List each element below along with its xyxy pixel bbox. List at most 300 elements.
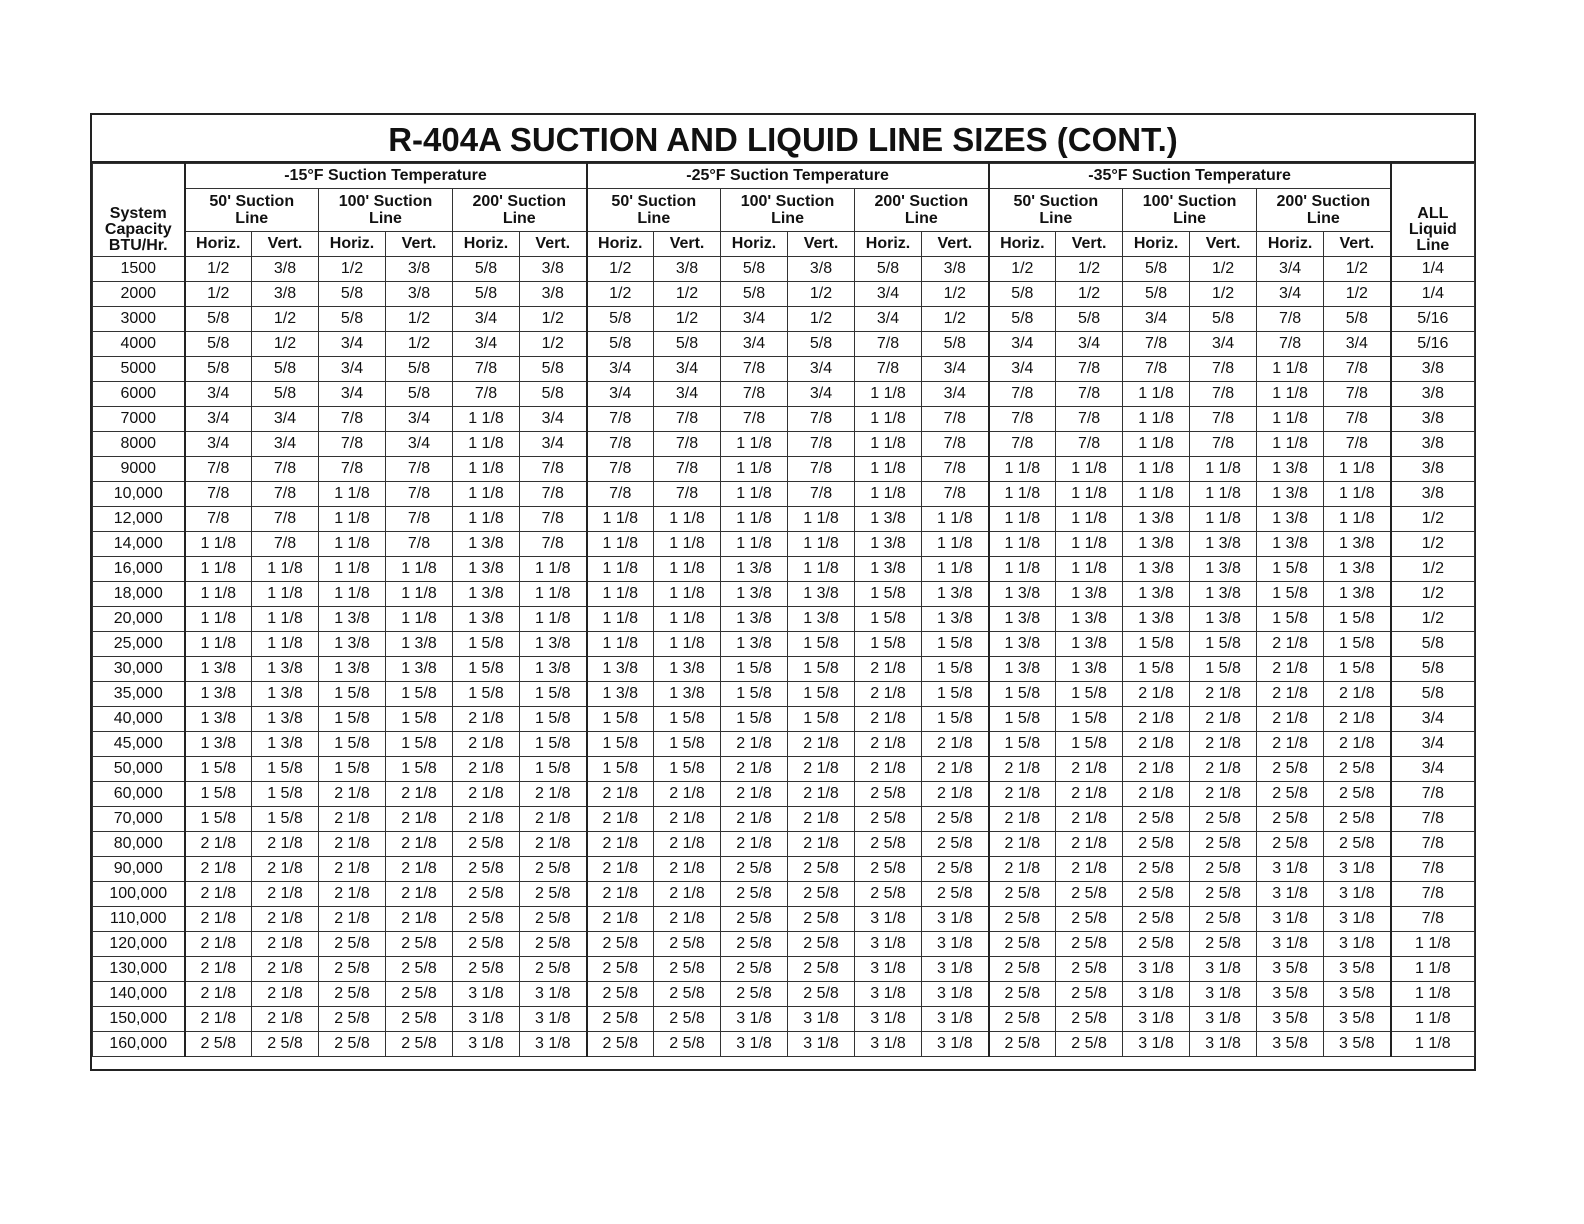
line-size-cell: 1 1/8: [1190, 457, 1257, 482]
liquid-line-cell: 3/4: [1391, 732, 1475, 757]
line-size-cell: 2 5/8: [922, 857, 989, 882]
line-size-cell: 3 1/8: [855, 907, 922, 932]
line-size-cell: 5/8: [1123, 282, 1190, 307]
temperature-group-header: -35°F Suction Temperature: [989, 164, 1391, 189]
line-size-cell: 3 1/8: [922, 1032, 989, 1057]
line-size-cell: 1 1/8: [788, 557, 855, 582]
line-size-cell: 1 1/8: [1190, 507, 1257, 532]
table-row: [93, 607, 1475, 632]
line-size-cell: 2 1/8: [252, 957, 319, 982]
line-size-cell: 3/4: [185, 432, 252, 457]
line-size-table: [92, 163, 1475, 1057]
line-size-cell: 2 1/8: [922, 757, 989, 782]
line-size-cell: 2 1/8: [855, 707, 922, 732]
line-size-cell: 1 3/8: [386, 632, 453, 657]
line-size-cell: 1/2: [1324, 282, 1391, 307]
line-size-cell: 2 1/8: [1190, 757, 1257, 782]
line-size-cell: 1 1/8: [855, 457, 922, 482]
line-size-cell: 3/4: [1324, 332, 1391, 357]
line-size-cell: 1 1/8: [185, 582, 252, 607]
capacity-cell: 130,000: [93, 957, 185, 982]
suction-line-length-header: 100' Suction Line: [1123, 189, 1257, 232]
line-size-cell: 1 3/8: [721, 632, 788, 657]
line-size-cell: 5/8: [654, 332, 721, 357]
line-size-cell: 1 3/8: [1056, 657, 1123, 682]
line-size-cell: 3/4: [386, 407, 453, 432]
line-size-cell: 1 3/8: [185, 732, 252, 757]
line-size-cell: 3/4: [922, 382, 989, 407]
horiz-header: Horiz.: [989, 232, 1056, 257]
line-size-cell: 1 1/8: [1190, 482, 1257, 507]
line-size-cell: 3 1/8: [922, 907, 989, 932]
line-size-cell: 1 1/8: [1056, 507, 1123, 532]
line-size-cell: 3 1/8: [1190, 957, 1257, 982]
capacity-cell: 6000: [93, 382, 185, 407]
line-size-cell: 2 1/8: [1123, 707, 1190, 732]
line-size-cell: 1 5/8: [453, 657, 520, 682]
line-size-cell: 3 1/8: [855, 957, 922, 982]
line-size-cell: 1/2: [654, 282, 721, 307]
capacity-cell: 110,000: [93, 907, 185, 932]
line-size-cell: 7/8: [252, 482, 319, 507]
table-row: [93, 482, 1475, 507]
line-size-cell: 5/8: [1123, 257, 1190, 282]
line-size-cell: 2 1/8: [587, 907, 654, 932]
line-size-cell: 2 1/8: [319, 832, 386, 857]
line-size-cell: 2 5/8: [1123, 832, 1190, 857]
liquid-line-cell: 1/4: [1391, 257, 1475, 282]
line-size-cell: 1 1/8: [654, 557, 721, 582]
liquid-line-cell: 3/8: [1391, 357, 1475, 382]
line-size-cell: 1 1/8: [386, 557, 453, 582]
line-size-cell: 2 1/8: [788, 782, 855, 807]
line-size-cell: 1 3/8: [1123, 557, 1190, 582]
line-size-cell: 1 5/8: [185, 807, 252, 832]
line-size-cell: 2 1/8: [1056, 782, 1123, 807]
capacity-cell: 2000: [93, 282, 185, 307]
line-size-cell: 1 1/8: [319, 507, 386, 532]
line-size-cell: 5/8: [989, 282, 1056, 307]
line-size-cell: 1 3/8: [989, 632, 1056, 657]
line-size-cell: 2 1/8: [922, 782, 989, 807]
line-size-cell: 7/8: [1257, 332, 1324, 357]
line-size-cell: 1/2: [922, 282, 989, 307]
line-size-cell: 1/2: [1056, 257, 1123, 282]
line-size-cell: 1 3/8: [587, 657, 654, 682]
horiz-header: Horiz.: [721, 232, 788, 257]
line-size-cell: 1 5/8: [520, 682, 587, 707]
liquid-line-cell: 7/8: [1391, 857, 1475, 882]
line-size-cell: 1 1/8: [386, 607, 453, 632]
line-size-cell: 1 1/8: [922, 557, 989, 582]
table-row: [93, 832, 1475, 857]
line-size-cell: 2 5/8: [1190, 857, 1257, 882]
line-size-cell: 3/4: [587, 382, 654, 407]
line-size-cell: 2 5/8: [1324, 757, 1391, 782]
line-size-cell: 1 5/8: [453, 682, 520, 707]
vert-header: Vert.: [1190, 232, 1257, 257]
line-size-cell: 3 1/8: [1257, 907, 1324, 932]
line-size-cell: 2 5/8: [1056, 1032, 1123, 1057]
line-size-cell: 3 1/8: [1324, 932, 1391, 957]
line-size-cell: 2 1/8: [1324, 732, 1391, 757]
line-size-cell: 1 5/8: [520, 707, 587, 732]
table-row: [93, 757, 1475, 782]
line-size-cell: 3/4: [855, 307, 922, 332]
line-size-cell: 3/4: [252, 432, 319, 457]
capacity-cell: 150,000: [93, 1007, 185, 1032]
line-size-cell: 2 1/8: [453, 732, 520, 757]
line-size-cell: 7/8: [386, 482, 453, 507]
line-size-cell: 3 1/8: [1324, 857, 1391, 882]
line-size-cell: 1 1/8: [520, 557, 587, 582]
line-size-cell: 1 5/8: [922, 632, 989, 657]
line-size-cell: 2 1/8: [453, 707, 520, 732]
line-size-cell: 3/4: [855, 282, 922, 307]
line-size-cell: 1/2: [520, 307, 587, 332]
line-size-cell: 1 3/8: [922, 582, 989, 607]
line-size-cell: 2 1/8: [1190, 732, 1257, 757]
line-size-cell: 1 5/8: [1123, 657, 1190, 682]
line-size-cell: 1 1/8: [1056, 482, 1123, 507]
line-size-cell: 5/8: [1324, 307, 1391, 332]
capacity-cell: 30,000: [93, 657, 185, 682]
line-size-cell: 1 5/8: [1324, 607, 1391, 632]
line-size-cell: 1/2: [989, 257, 1056, 282]
line-size-cell: 7/8: [386, 457, 453, 482]
line-size-cell: 2 5/8: [1257, 807, 1324, 832]
line-size-cell: 1 1/8: [1257, 382, 1324, 407]
line-size-cell: 2 5/8: [1056, 982, 1123, 1007]
line-size-cell: 1 1/8: [1257, 432, 1324, 457]
capacity-cell: 80,000: [93, 832, 185, 857]
line-size-cell: 7/8: [654, 432, 721, 457]
line-size-cell: 2 1/8: [1324, 707, 1391, 732]
line-size-cell: 2 1/8: [989, 857, 1056, 882]
line-size-cell: 2 1/8: [1123, 732, 1190, 757]
capacity-cell: 1500: [93, 257, 185, 282]
line-size-cell: 3 1/8: [1123, 1032, 1190, 1057]
line-size-cell: 2 1/8: [319, 857, 386, 882]
line-size-cell: 2 5/8: [1056, 957, 1123, 982]
table-row: [93, 307, 1475, 332]
line-size-cell: 7/8: [319, 407, 386, 432]
line-size-cell: 2 1/8: [989, 782, 1056, 807]
line-size-cell: 2 1/8: [721, 732, 788, 757]
liquid-line-cell: 3/8: [1391, 482, 1475, 507]
line-size-cell: 1 5/8: [654, 757, 721, 782]
line-size-cell: 3 1/8: [855, 1007, 922, 1032]
line-size-cell: 1/2: [1190, 282, 1257, 307]
all-liquid-line-header: ALL Liquid Line: [1391, 164, 1475, 257]
line-size-cell: 1 5/8: [989, 682, 1056, 707]
line-size-cell: 5/8: [319, 282, 386, 307]
line-size-cell: 1 5/8: [922, 682, 989, 707]
line-size-cell: 7/8: [252, 457, 319, 482]
line-size-cell: 3 1/8: [1123, 982, 1190, 1007]
line-size-cell: 3/4: [721, 332, 788, 357]
line-size-cell: 2 1/8: [1190, 682, 1257, 707]
line-size-cell: 1 5/8: [721, 682, 788, 707]
line-size-cell: 3/8: [252, 257, 319, 282]
line-size-cell: 2 1/8: [1324, 682, 1391, 707]
line-size-cell: 7/8: [587, 457, 654, 482]
line-size-cell: 1 5/8: [788, 632, 855, 657]
line-size-cell: 1 3/8: [1056, 632, 1123, 657]
line-size-cell: 1 1/8: [721, 457, 788, 482]
line-size-cell: 7/8: [1324, 432, 1391, 457]
line-size-cell: 2 1/8: [386, 907, 453, 932]
line-size-cell: 1 1/8: [654, 532, 721, 557]
line-size-cell: 1 1/8: [319, 582, 386, 607]
line-size-cell: 2 5/8: [654, 1007, 721, 1032]
liquid-line-cell: 1/2: [1391, 582, 1475, 607]
line-size-cell: 1 5/8: [1257, 607, 1324, 632]
line-size-cell: 1 5/8: [587, 757, 654, 782]
line-size-cell: 2 1/8: [855, 757, 922, 782]
capacity-cell: 25,000: [93, 632, 185, 657]
line-size-cell: 1 3/8: [252, 707, 319, 732]
liquid-line-cell: 1 1/8: [1391, 1032, 1475, 1057]
liquid-line-cell: 5/8: [1391, 682, 1475, 707]
line-size-cell: 1 1/8: [989, 457, 1056, 482]
line-size-cell: 1 1/8: [1324, 482, 1391, 507]
line-size-cell: 2 1/8: [185, 882, 252, 907]
line-size-cell: 2 1/8: [1257, 682, 1324, 707]
liquid-line-cell: 3/8: [1391, 382, 1475, 407]
line-size-cell: 1 5/8: [386, 682, 453, 707]
line-size-cell: 1 1/8: [520, 582, 587, 607]
line-size-cell: 2 1/8: [252, 832, 319, 857]
line-size-cell: 2 5/8: [721, 957, 788, 982]
line-size-cell: 1 5/8: [788, 682, 855, 707]
line-size-cell: 2 5/8: [1190, 907, 1257, 932]
line-size-cell: 3 1/8: [1257, 882, 1324, 907]
line-size-cell: 1 1/8: [453, 507, 520, 532]
line-size-cell: 2 1/8: [654, 807, 721, 832]
line-size-cell: 2 1/8: [319, 907, 386, 932]
line-size-cell: 2 1/8: [453, 807, 520, 832]
line-size-cell: 2 1/8: [587, 832, 654, 857]
line-size-cell: 7/8: [1190, 432, 1257, 457]
line-size-cell: 7/8: [788, 407, 855, 432]
line-size-cell: 7/8: [654, 482, 721, 507]
line-size-cell: 7/8: [1056, 432, 1123, 457]
line-size-cell: 3 5/8: [1324, 1032, 1391, 1057]
line-size-cell: 1/2: [252, 332, 319, 357]
line-size-cell: 3/4: [989, 357, 1056, 382]
line-size-cell: 3 1/8: [1257, 857, 1324, 882]
line-size-cell: 1 5/8: [1056, 732, 1123, 757]
line-size-cell: 2 5/8: [1190, 882, 1257, 907]
line-size-cell: 1 5/8: [1056, 707, 1123, 732]
capacity-cell: 18,000: [93, 582, 185, 607]
liquid-line-cell: 3/4: [1391, 707, 1475, 732]
line-size-cell: 2 5/8: [386, 1007, 453, 1032]
line-size-cell: 1 1/8: [252, 557, 319, 582]
line-size-cell: 2 5/8: [1190, 832, 1257, 857]
line-size-cell: 3/4: [1190, 332, 1257, 357]
line-size-cell: 2 5/8: [520, 907, 587, 932]
line-size-cell: 2 1/8: [721, 807, 788, 832]
line-size-cell: 7/8: [1324, 407, 1391, 432]
capacity-cell: 90,000: [93, 857, 185, 882]
line-size-cell: 2 1/8: [252, 932, 319, 957]
table-header: [93, 164, 1475, 257]
line-size-cell: 2 5/8: [721, 932, 788, 957]
line-size-cell: 1 3/8: [1257, 507, 1324, 532]
line-size-cell: 1 1/8: [654, 607, 721, 632]
line-size-cell: 2 5/8: [453, 932, 520, 957]
line-size-cell: 1 1/8: [721, 507, 788, 532]
line-size-cell: 3/4: [788, 357, 855, 382]
table-row: [93, 507, 1475, 532]
line-size-cell: 7/8: [855, 357, 922, 382]
line-size-cell: 2 5/8: [721, 907, 788, 932]
line-size-cell: 2 1/8: [587, 882, 654, 907]
line-size-cell: 1 5/8: [855, 607, 922, 632]
capacity-cell: 10,000: [93, 482, 185, 507]
liquid-line-cell: 5/16: [1391, 307, 1475, 332]
line-size-cell: 3/4: [319, 382, 386, 407]
line-size-cell: 2 5/8: [319, 1007, 386, 1032]
line-size-cell: 7/8: [989, 432, 1056, 457]
line-size-cell: 1 1/8: [319, 557, 386, 582]
line-size-cell: 1 5/8: [1056, 682, 1123, 707]
line-size-cell: 1/2: [185, 282, 252, 307]
line-size-cell: 2 1/8: [721, 832, 788, 857]
line-size-cell: 3/8: [520, 282, 587, 307]
suction-line-length-header: 50' Suction Line: [989, 189, 1123, 232]
line-size-cell: 2 1/8: [319, 807, 386, 832]
line-size-cell: 3/4: [788, 382, 855, 407]
line-size-cell: 2 5/8: [1257, 757, 1324, 782]
line-size-cell: 2 5/8: [520, 932, 587, 957]
line-size-cell: 7/8: [319, 432, 386, 457]
line-size-cell: 2 1/8: [1056, 757, 1123, 782]
line-size-cell: 7/8: [1056, 357, 1123, 382]
line-size-cell: 5/8: [386, 357, 453, 382]
table-row: [93, 932, 1475, 957]
line-size-cell: 2 1/8: [989, 832, 1056, 857]
chart-title: R-404A SUCTION AND LIQUID LINE SIZES (CONT.): [92, 115, 1474, 163]
line-size-cell: 1 1/8: [855, 407, 922, 432]
line-size-cell: 1 5/8: [922, 657, 989, 682]
line-size-cell: 3/4: [721, 307, 788, 332]
line-size-cell: 7/8: [453, 357, 520, 382]
line-size-cell: 1 3/8: [989, 657, 1056, 682]
capacity-cell: 60,000: [93, 782, 185, 807]
line-size-cell: 1 3/8: [319, 607, 386, 632]
line-size-cell: 2 5/8: [721, 982, 788, 1007]
capacity-cell: 50,000: [93, 757, 185, 782]
line-size-cell: 2 1/8: [1056, 832, 1123, 857]
line-size-cell: 2 5/8: [1324, 782, 1391, 807]
line-size-cell: 2 1/8: [386, 882, 453, 907]
line-size-cell: 1 3/8: [855, 507, 922, 532]
line-size-cell: 2 5/8: [1056, 1007, 1123, 1032]
line-size-cell: 1 1/8: [319, 532, 386, 557]
line-size-cell: 2 1/8: [386, 807, 453, 832]
line-size-cell: 2 1/8: [855, 732, 922, 757]
line-size-cell: 1 1/8: [1056, 557, 1123, 582]
line-size-cell: 1/2: [587, 257, 654, 282]
line-size-cell: 1 5/8: [185, 757, 252, 782]
line-size-cell: 3 1/8: [855, 1032, 922, 1057]
line-size-cell: 1 5/8: [1324, 657, 1391, 682]
line-size-cell: 1 1/8: [587, 582, 654, 607]
line-size-cell: 1 1/8: [721, 482, 788, 507]
line-size-cell: 2 5/8: [319, 1032, 386, 1057]
line-size-chart: [90, 113, 1476, 1071]
line-size-cell: 7/8: [788, 432, 855, 457]
line-size-cell: 2 5/8: [587, 982, 654, 1007]
line-size-cell: 3/4: [185, 382, 252, 407]
line-size-cell: 1 1/8: [587, 607, 654, 632]
line-size-cell: 1 1/8: [185, 632, 252, 657]
line-size-cell: 2 5/8: [386, 1032, 453, 1057]
line-size-cell: 3 1/8: [520, 1007, 587, 1032]
line-size-cell: 2 1/8: [520, 782, 587, 807]
line-size-cell: 7/8: [855, 332, 922, 357]
line-size-cell: 2 5/8: [520, 957, 587, 982]
line-size-cell: 2 1/8: [319, 882, 386, 907]
line-size-cell: 7/8: [520, 482, 587, 507]
line-size-cell: 2 1/8: [654, 857, 721, 882]
line-size-cell: 1 5/8: [654, 707, 721, 732]
line-size-cell: 3 1/8: [520, 982, 587, 1007]
line-size-cell: 5/8: [1190, 307, 1257, 332]
line-size-cell: 1 5/8: [721, 707, 788, 732]
line-size-cell: 1 3/8: [587, 682, 654, 707]
line-size-cell: 7/8: [319, 457, 386, 482]
line-size-cell: 3 1/8: [1123, 1007, 1190, 1032]
line-size-cell: 2 1/8: [252, 1007, 319, 1032]
line-size-cell: 1 1/8: [587, 507, 654, 532]
liquid-line-cell: 1 1/8: [1391, 1007, 1475, 1032]
line-size-cell: 1 1/8: [1123, 457, 1190, 482]
line-size-cell: 1 3/8: [1257, 482, 1324, 507]
line-size-cell: 1/2: [520, 332, 587, 357]
capacity-cell: 40,000: [93, 707, 185, 732]
table-row: [93, 682, 1475, 707]
line-size-cell: 7/8: [788, 457, 855, 482]
line-size-cell: 1 3/8: [453, 582, 520, 607]
line-size-cell: 2 1/8: [1190, 782, 1257, 807]
line-size-cell: 1 3/8: [1123, 507, 1190, 532]
line-size-cell: 1 1/8: [1056, 457, 1123, 482]
line-size-cell: 3/4: [1056, 332, 1123, 357]
line-size-cell: 1 1/8: [654, 582, 721, 607]
line-size-cell: 7/8: [1056, 382, 1123, 407]
capacity-cell: 16,000: [93, 557, 185, 582]
line-size-cell: 3/4: [386, 432, 453, 457]
vert-header: Vert.: [520, 232, 587, 257]
line-size-cell: 1/2: [1324, 257, 1391, 282]
line-size-cell: 1 3/8: [855, 557, 922, 582]
line-size-cell: 2 1/8: [1123, 682, 1190, 707]
line-size-cell: 2 5/8: [788, 907, 855, 932]
line-size-cell: 2 5/8: [855, 857, 922, 882]
line-size-cell: 3 5/8: [1257, 1032, 1324, 1057]
line-size-cell: 2 5/8: [1190, 932, 1257, 957]
line-size-cell: 1 5/8: [1190, 657, 1257, 682]
table-row: [93, 657, 1475, 682]
table-row: [93, 707, 1475, 732]
line-size-cell: 2 5/8: [989, 882, 1056, 907]
suction-line-length-header: 50' Suction Line: [587, 189, 721, 232]
line-size-cell: 1 3/8: [654, 682, 721, 707]
